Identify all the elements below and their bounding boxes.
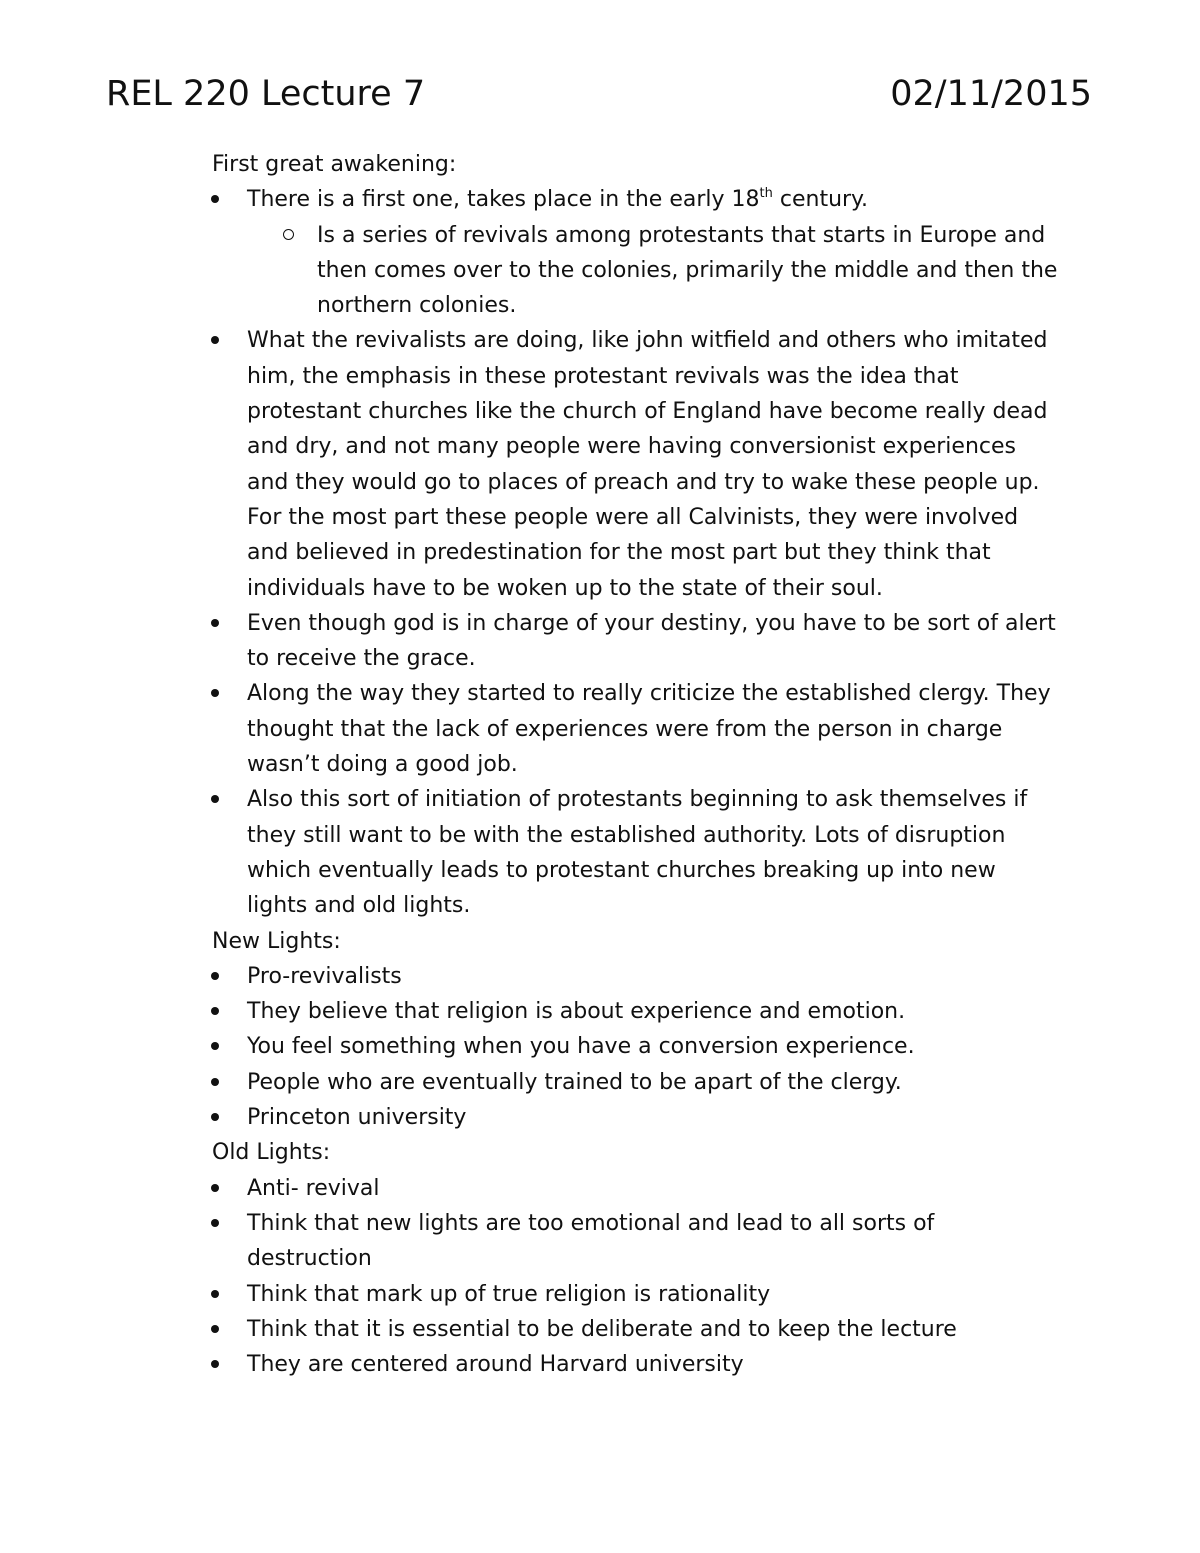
list-item [0,606,1062,677]
bullet-icon [211,1360,219,1368]
bullet-icon [211,195,219,203]
bullet-text: Pro-revivalists [247,963,402,989]
bullet-text: Anti- revival [247,1175,380,1201]
list-item [0,1277,1062,1312]
list-item [0,1029,1062,1064]
bullet-text: Princeton university [247,1105,467,1131]
list-item [0,676,1062,782]
bullet-icon [211,1042,219,1050]
list-item [0,959,1062,994]
bullet-icon [211,689,219,697]
list-item [0,1312,1062,1347]
list-item [0,323,1062,605]
section-old-lights [0,1135,1200,1382]
list-item [0,994,1062,1029]
list-item [0,1100,1062,1135]
bullet-text: Think that mark up of true religion is rationality [247,1281,771,1307]
bullet-text: Even though god is in charge of your destiny, you have to be sort of alert to receive the grace. [247,610,1056,672]
list-item [0,1347,1062,1382]
list-item [0,1065,1062,1100]
section-heading [0,1135,1200,1170]
section-first-great-awakening [0,147,1200,924]
bullet-icon [211,1325,219,1333]
bullet-text: Think that it is essential to be deliberate and to keep the lecture [247,1316,957,1342]
bullet-text: What the revivalists are doing, like john witfield and others who imitated him, the emphasis in these protestant revivals was the idea that protestant churches like the church of England have become really dead and dry, and not many people were having conversionist experiences and they would go to places of preach and try to wake these people up. For the most part these people were all Calvinists, they were involved and believed in predestination for the most part but they think that individuals have to be woken up to the state of their soul. [247,328,1048,601]
section-heading [0,147,1200,182]
list-item [0,182,1062,217]
bullet-icon [211,972,219,980]
ordinal-suffix: th [759,186,773,202]
bullet-icon [211,1184,219,1192]
bullet-icon [211,1007,219,1015]
section-title: Old Lights: [212,1140,331,1166]
bullet-text: They are centered around Harvard university [247,1352,744,1378]
bullet-text: Along the way they started to really criticize the established clergy. They thought that the lack of experiences were from the person in charge wasn’t doing a good job. [247,681,1051,778]
bullet-text: Also this sort of initiation of protestants beginning to ask themselves if they still want to be with the established authority. Lots of disruption which eventually leads to protestant churches breaking up into new lights and old lights. [247,787,1028,919]
sub-list-item [0,218,1062,324]
bullet-icon [211,619,219,627]
bullet-icon [211,1078,219,1086]
bullet-text-start: There is a first one, takes place in the early 18 [247,187,760,213]
bullet-icon [211,1290,219,1298]
list-item [0,1206,1062,1277]
bullet-icon [211,336,219,344]
section-heading [0,924,1200,959]
bullet-text-end: century. [772,187,868,213]
bullet-text: They believe that religion is about experience and emotion. [247,999,906,1025]
sub-bullet-text: Is a series of revivals among protestants that starts in Europe and then comes over to the colonies, primarily the middle and then the northern colonies. [317,222,1058,319]
circle-bullet-icon [283,229,294,240]
section-title: New Lights: [212,928,341,954]
bullet-icon [211,795,219,803]
course-title: REL 220 Lecture 7 [106,74,426,114]
bullet-icon [211,1219,219,1227]
section-title: First great awakening: [212,152,457,177]
lecture-date: 02/11/2015 [890,74,1092,114]
bullet-text: Think that new lights are too emotional and lead to all sorts of destruction [247,1210,935,1272]
lecture-notes [0,147,1200,1382]
section-new-lights [0,924,1200,1136]
bullet-text: People who are eventually trained to be apart of the clergy. [247,1069,902,1095]
list-item [0,1171,1062,1206]
list-item [0,782,1062,923]
page-header [106,72,1092,122]
bullet-text: You feel something when you have a conversion experience. [247,1034,915,1060]
bullet-icon [211,1113,219,1121]
